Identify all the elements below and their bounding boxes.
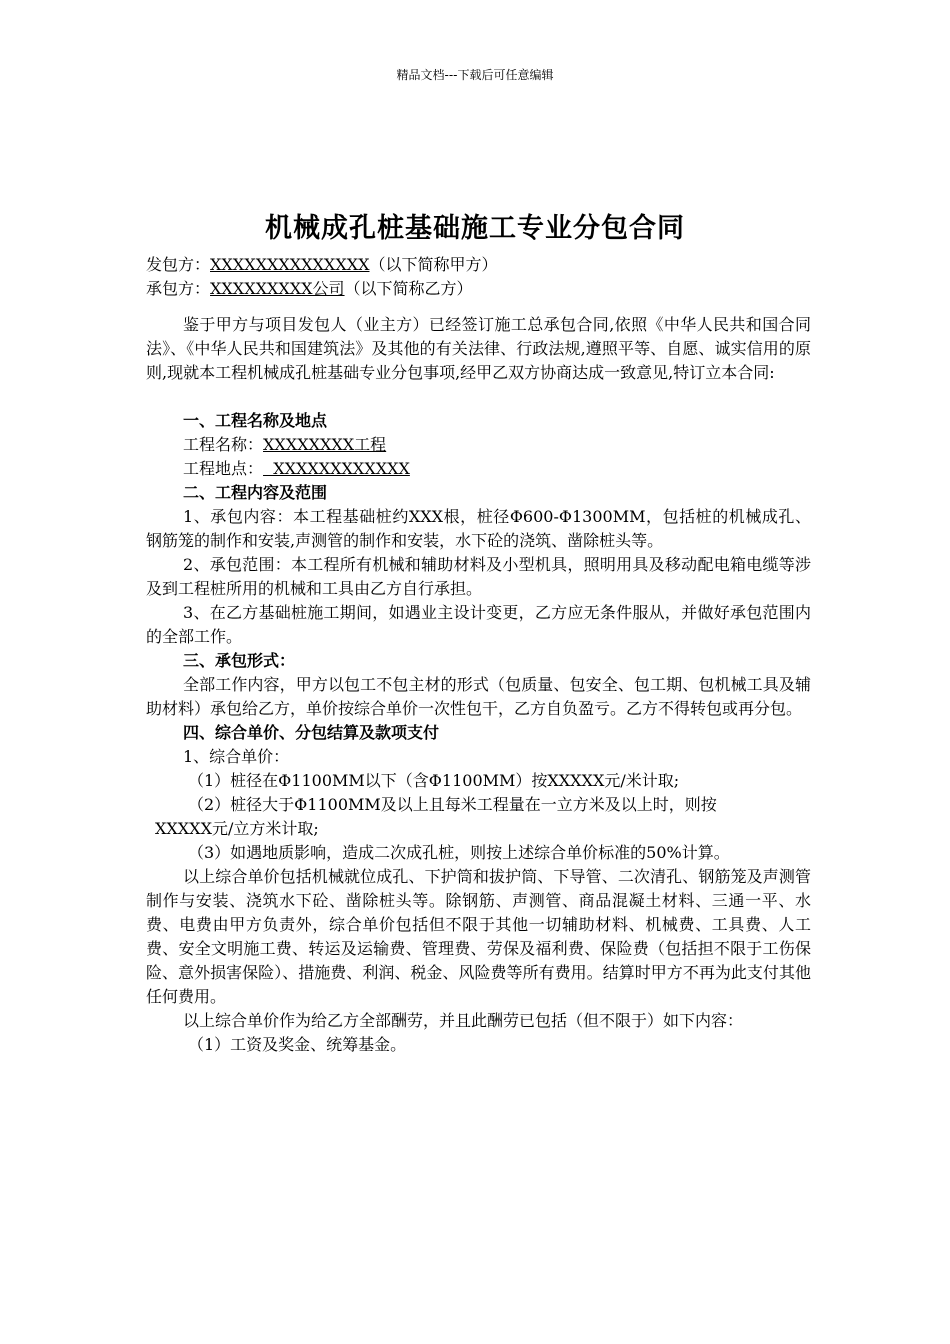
party-b-line (146, 277, 811, 301)
preamble: 鉴于甲方与项目发包人（业主方）已经签订施工总承包合同,依照《中华人民共和国合同法》、《中华人民共和国建筑法》及其他的有关法律、行政法规,遵照平等、自愿、诚实信用的原则,现就本工程机械成孔桩基础专业分包事项,经甲乙双方协商达成一致意见,特订立本合同: (146, 315, 811, 382)
section-4-heading: 四、综合单价、分包结算及款项支付 (183, 723, 440, 742)
party-a-line (146, 253, 811, 277)
section-4-para-1: 1、综合单价： (183, 747, 290, 766)
header-note: 精品文档---下载后可任意编辑 (396, 68, 554, 82)
section-2-para-2: 2、承包范围：本工程所有机械和辅助材料及小型机具，照明用具及移动配电箱电缆等涉及到工程桩所用的机械和工具由乙方自行承担。 (146, 555, 811, 598)
price-item-1: （1）桩径在Φ1100MM以下（含Φ1100MM）按XXXXX元/米计取; (188, 771, 680, 790)
price-item-2a: （2）桩径大于Φ1100MM及以上且每米工程量在一立方米及以上时，则按 (188, 795, 717, 814)
section-3-heading: 三、承包形式： (183, 651, 296, 670)
contract-body (146, 253, 811, 1057)
page-title: 机械成孔桩基础施工专业分包合同 (265, 213, 685, 244)
party-a-label: 发包方： (146, 255, 211, 274)
project-name-value: XXXXXXXX工程 (263, 435, 387, 454)
project-place-label: 工程地点： (183, 459, 264, 478)
section-1-heading: 一、工程名称及地点 (183, 411, 328, 430)
price-item-2b: XXXXX元/立方米计取; (155, 819, 319, 838)
price-item-3: （3）如遇地质影响，造成二次成孔桩，则按上述综合单价标准的50%计算。 (188, 843, 730, 862)
project-place-value: XXXXXXXXXXXX (263, 459, 410, 478)
party-b-suffix: （以下简称乙方） (344, 279, 473, 298)
pay-item-1: （1）工资及奖金、统筹基金。 (188, 1035, 407, 1054)
party-a-name: XXXXXXXXXXXXXX (210, 255, 370, 274)
section-2-heading: 二、工程内容及范围 (183, 483, 328, 502)
party-b-label: 承包方： (146, 279, 211, 298)
section-2-para-3: 3、在乙方基础桩施工期间，如遇业主设计变更，乙方应无条件服从，并做好承包范围内的全部工作。 (146, 603, 811, 646)
section-3-para-1: 全部工作内容，甲方以包工不包主材的形式（包质量、包安全、包工期、包机械工具及辅助材料）承包给乙方，单价按综合单价一次性包干，乙方自负盈亏。乙方不得转包或再分包。 (146, 675, 811, 718)
spacer (146, 385, 811, 409)
project-place-line (146, 457, 811, 481)
section-2-para-1: 1、承包内容：本工程基础桩约XXX根，桩径Φ600-Φ1300MM，包括桩的机械成孔、钢筋笼的制作和安装,声测管的制作和安装，水下砼的浇筑、凿除桩头等。 (146, 507, 811, 550)
party-b-name: XXXXXXXXX公司 (210, 279, 345, 298)
section-4-para-2: 以上综合单价包括机械就位成孔、下护筒和拔护筒、下导管、二次清孔、钢筋笼及声测管制作与安装、浇筑水下砼、凿除桩头等。除钢筋、声测管、商品混凝土材料、三通一平、水费、电费由甲方负责外，综合单价包括但不限于其他一切辅助材料、机械费、工具费、人工费、安全文明施工费、转运及运输费、管理费、劳保及福利费、保险费（包括担不限于工伤保险、意外损害保险）、措施费、利润、税金、风险费等所有费用。结算时甲方不再为此支付其他任何费用。 (146, 867, 811, 1006)
project-name-line (146, 433, 811, 457)
project-name-label: 工程名称： (183, 435, 264, 454)
party-a-suffix: （以下简称甲方） (369, 255, 498, 274)
section-4-para-3: 以上综合单价作为给乙方全部酬劳，并且此酬劳已包括（但不限于）如下内容： (183, 1011, 744, 1030)
spacer (146, 301, 811, 313)
